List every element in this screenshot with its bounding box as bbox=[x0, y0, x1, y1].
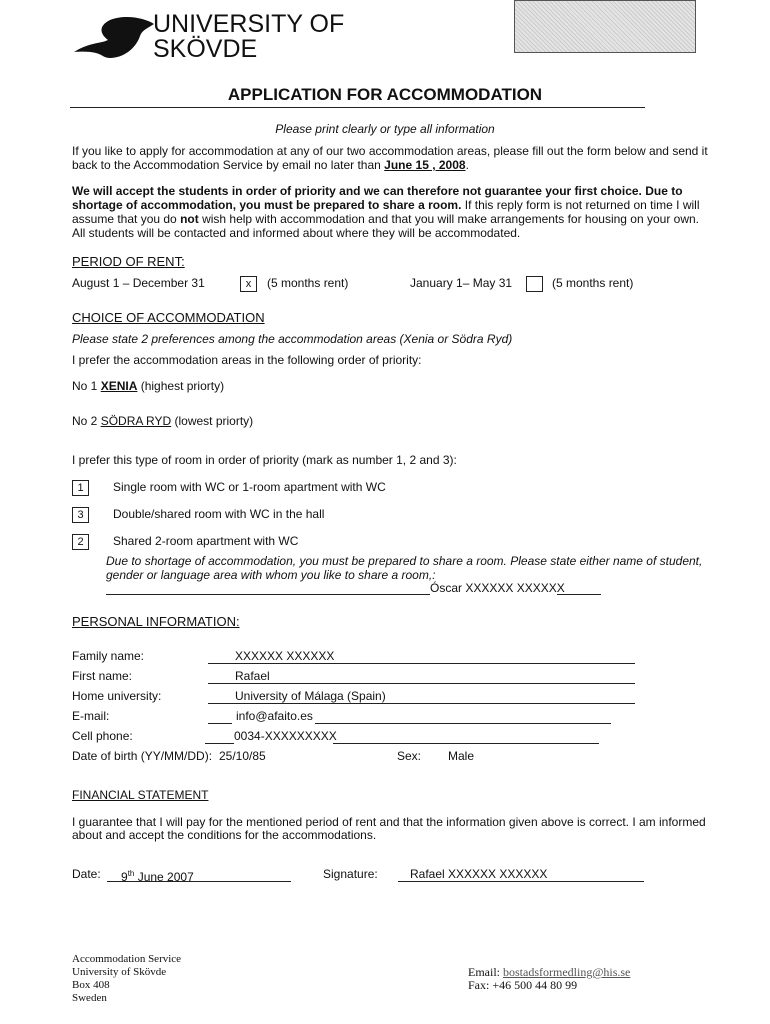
period-heading: PERIOD OF RENT: bbox=[72, 254, 185, 269]
signature-label: Signature: bbox=[323, 867, 378, 881]
period-option-2-checkbox[interactable] bbox=[526, 276, 543, 292]
text: assume that you do bbox=[72, 212, 181, 226]
period-option-2-note: (5 months rent) bbox=[552, 276, 634, 290]
cell-phone-field[interactable]: 0034-XXXXXXXXX bbox=[234, 729, 337, 743]
sex-label: Sex: bbox=[397, 749, 422, 763]
field-line bbox=[315, 723, 611, 724]
financial-heading: FINANCIAL STATEMENT bbox=[72, 788, 209, 802]
label: No 2 bbox=[72, 414, 101, 428]
room-intro: I prefer this type of room in order of priority (mark as number 1, 2 and 3): bbox=[72, 453, 457, 467]
first-name-field[interactable]: Rafael bbox=[235, 669, 270, 683]
room-label: Single room with WC or 1-room apartment with WC bbox=[113, 480, 386, 494]
choice-heading: CHOICE OF ACCOMMODATION bbox=[72, 310, 265, 325]
share-instructions-2: gender or language area with whom you like to share a room,: bbox=[106, 568, 436, 582]
page-title: APPLICATION FOR ACCOMMODATION bbox=[227, 85, 543, 104]
field-line bbox=[205, 743, 234, 744]
text-not: not bbox=[180, 212, 199, 226]
label: (highest priorty) bbox=[137, 379, 225, 393]
date-day: 9 bbox=[121, 870, 128, 884]
office-use-box bbox=[514, 0, 696, 53]
footer-address-3: Box 408 bbox=[72, 979, 110, 991]
contact-notice: All students will be contacted and informed about where they will be accommodated. bbox=[72, 226, 521, 240]
footer-email bbox=[468, 965, 630, 979]
priority-notice: We will accept the students in order of priority and we can therefore not guarantee your first choice. Due to bbox=[72, 184, 683, 198]
period-option-1-note: (5 months rent) bbox=[267, 276, 349, 290]
financial-text-2: about and accept the conditions for the accommodations. bbox=[72, 828, 377, 842]
date-suffix: th bbox=[127, 869, 135, 878]
email-label: E-mail: bbox=[72, 709, 110, 723]
period-char: . bbox=[465, 158, 469, 172]
room-rank-box[interactable]: 1 bbox=[72, 480, 89, 496]
title-divider bbox=[70, 107, 645, 108]
footer-address-2: University of Skövde bbox=[72, 966, 167, 978]
date-label: Date: bbox=[72, 867, 101, 881]
priority-2 bbox=[72, 414, 253, 428]
share-with-field[interactable]: Óscar XXXXXX XXXXXX bbox=[430, 581, 565, 595]
subtitle: Please print clearly or type all information bbox=[275, 122, 495, 136]
footer-address-4: Sweden bbox=[72, 992, 107, 1004]
dob-field[interactable]: 25/10/85 bbox=[219, 749, 266, 763]
choice-prefer: I prefer the accommodation areas in the following order of priority: bbox=[72, 353, 422, 367]
signature-line bbox=[398, 881, 644, 882]
room-rank-box[interactable]: 3 bbox=[72, 507, 89, 523]
priority-1 bbox=[72, 379, 224, 393]
family-name-label: Family name: bbox=[72, 649, 145, 663]
period-option-2-label: January 1– May 31 bbox=[410, 276, 513, 290]
dob-label: Date of birth (YY/MM/DD): bbox=[72, 749, 213, 763]
priority-notice-2 bbox=[72, 198, 700, 212]
intro-text-2 bbox=[72, 158, 469, 172]
field-line bbox=[333, 743, 599, 744]
university-logo-icon bbox=[70, 14, 156, 60]
home-university-label: Home university: bbox=[72, 689, 162, 703]
footer-address-1: Accommodation Service bbox=[72, 953, 182, 965]
intro-text: If you like to apply for accommodation at any of our two accommodation areas, please fill out the form below and send it bbox=[72, 144, 708, 158]
logo-text-line2: SKÖVDE bbox=[153, 35, 258, 63]
logo-text-line1: UNIVERSITY OF bbox=[153, 10, 345, 38]
label: No 1 bbox=[72, 379, 101, 393]
date-month-year: June 2007 bbox=[134, 870, 194, 884]
family-name-field[interactable]: XXXXXX XXXXXX bbox=[235, 649, 335, 663]
choice-hint: Please state 2 preferences among the accommodation areas (Xenia or Södra Ryd) bbox=[72, 332, 513, 346]
signature-field[interactable]: Rafael XXXXXX XXXXXX bbox=[410, 867, 548, 881]
sex-field[interactable]: Male bbox=[448, 749, 475, 763]
home-university-field[interactable]: University of Málaga (Spain) bbox=[235, 689, 386, 703]
room-label: Shared 2-room apartment with WC bbox=[113, 534, 299, 548]
cell-phone-label: Cell phone: bbox=[72, 729, 133, 743]
field-line bbox=[208, 703, 635, 704]
first-name-label: First name: bbox=[72, 669, 133, 683]
field-line bbox=[208, 683, 635, 684]
room-rank-box[interactable]: 2 bbox=[72, 534, 89, 550]
email-link[interactable]: bostadsformedling@his.se bbox=[503, 965, 631, 979]
field-line bbox=[208, 663, 635, 664]
email-field[interactable]: info@afaito.es bbox=[236, 709, 313, 723]
label: (lowest priorty) bbox=[171, 414, 254, 428]
period-option-1-label: August 1 – December 31 bbox=[72, 276, 205, 290]
footer-fax: Fax: +46 500 44 80 99 bbox=[468, 978, 578, 992]
date-line bbox=[107, 881, 291, 882]
intro-text-part: back to the Accommodation Service by email no later than bbox=[72, 158, 385, 172]
priority-notice-3 bbox=[72, 212, 699, 226]
return-notice: If this reply form is not returned on time I will bbox=[461, 198, 700, 212]
text: wish help with accommodation and that you will make arrangements for housing on your own. bbox=[198, 212, 699, 226]
share-line bbox=[106, 594, 430, 595]
email-label: Email: bbox=[468, 965, 503, 979]
financial-text: I guarantee that I will pay for the mentioned period of rent and that the information given above is correct. I am informed bbox=[72, 815, 706, 829]
share-notice: shortage of accommodation, you must be prepared to share a room. bbox=[72, 198, 462, 212]
deadline: June 15 , 2008 bbox=[384, 158, 466, 172]
share-instructions: Due to shortage of accommodation, you must be prepared to share a room. Please state either name of student, bbox=[106, 554, 703, 568]
period-option-1-checkbox[interactable]: x bbox=[240, 276, 257, 292]
priority-2-value[interactable]: SÖDRA RYD bbox=[100, 414, 172, 428]
field-line bbox=[208, 723, 232, 724]
personal-heading: PERSONAL INFORMATION: bbox=[72, 614, 240, 629]
room-label: Double/shared room with WC in the hall bbox=[113, 507, 325, 521]
share-line-end bbox=[557, 594, 601, 595]
priority-1-value[interactable]: XENIA bbox=[100, 379, 138, 393]
